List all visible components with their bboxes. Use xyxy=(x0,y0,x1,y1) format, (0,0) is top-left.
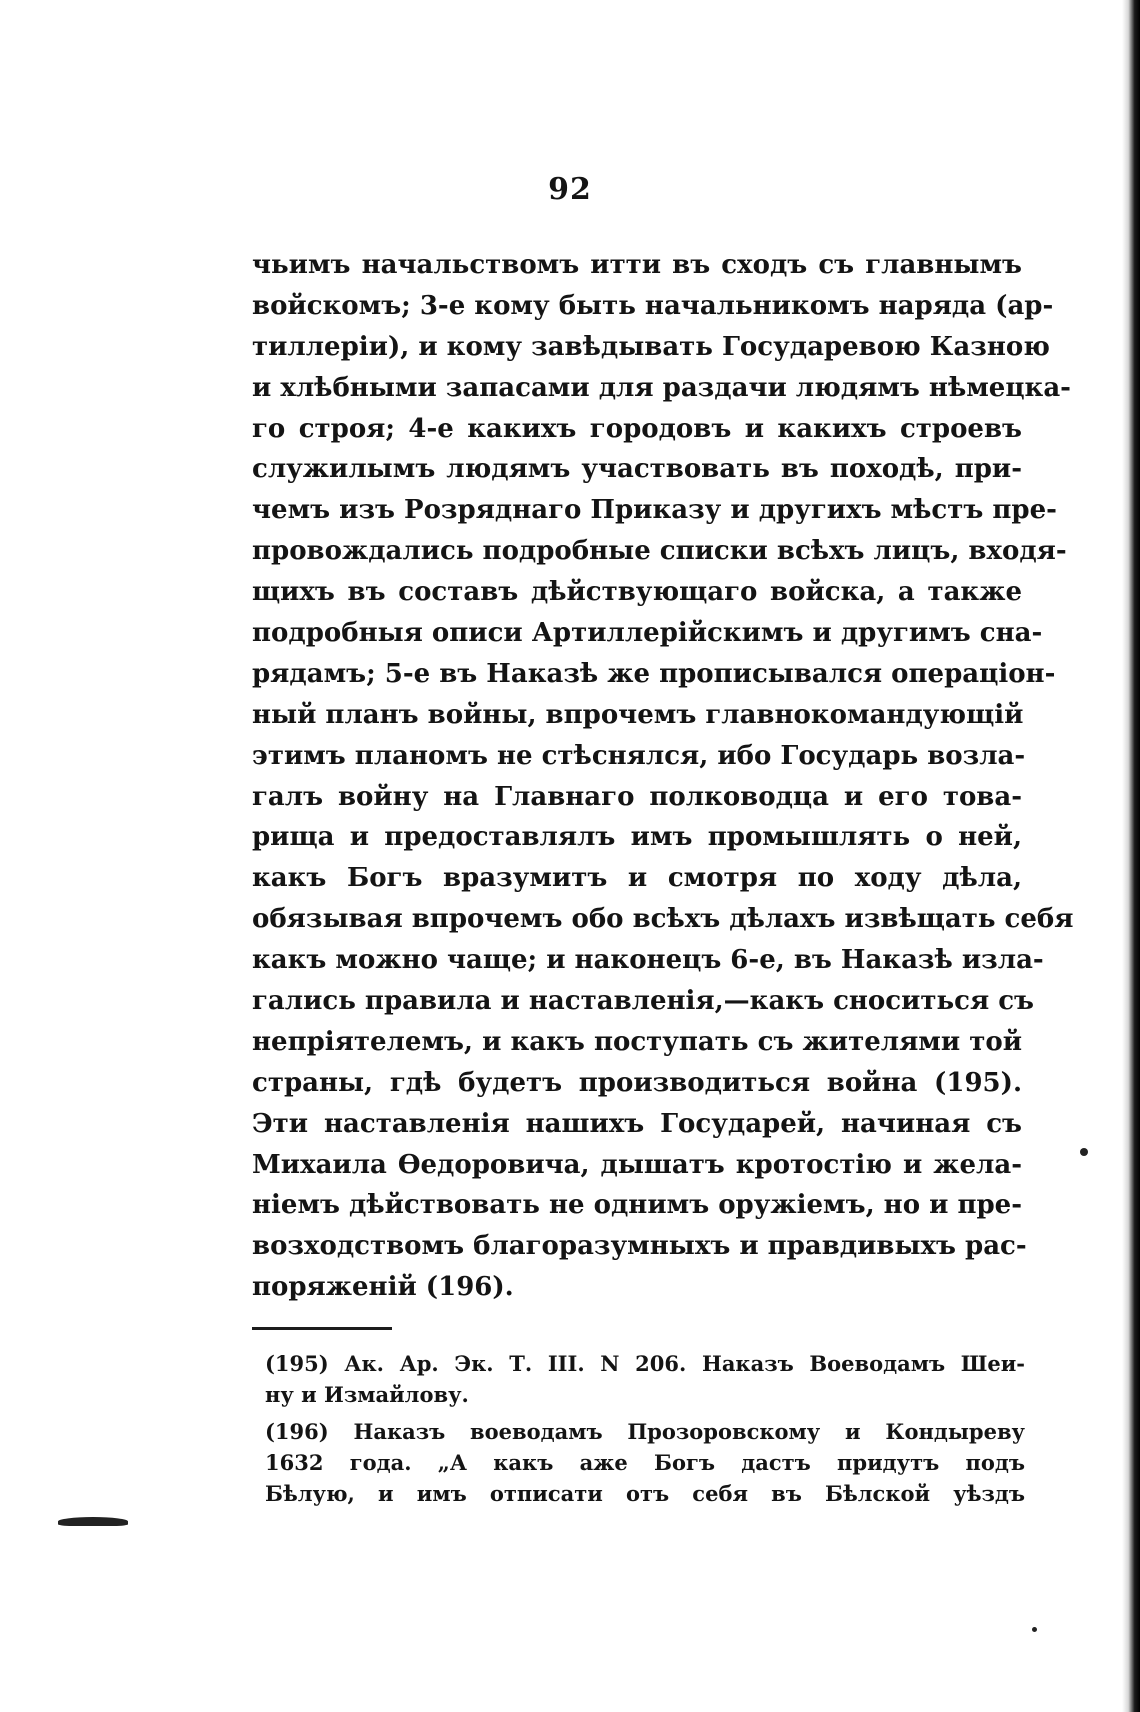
body-line: Михаила Ѳедоровича, дышатъ кротостію и жела- xyxy=(252,1149,1022,1180)
ink-smudge xyxy=(58,1517,128,1526)
footnotes xyxy=(265,1348,1025,1509)
body-line: ный планъ войны, впрочемъ главнокомандующій xyxy=(252,699,1024,730)
body-line: возходствомъ благоразумныхъ и правдивыхъ рас- xyxy=(252,1231,1027,1262)
body-text xyxy=(252,245,1074,1308)
body-line: какъ Богъ вразумитъ и смотря по ходу дѣла, xyxy=(252,863,1022,894)
footnote-divider xyxy=(252,1327,392,1330)
body-line: какъ можно чаще; и наконецъ 6-е, въ Наказѣ изла- xyxy=(252,945,1044,976)
body-line: страны, гдѣ будетъ производиться война (195). xyxy=(252,1067,1022,1098)
body-line: подробныя описи Артиллерійскимъ и другимъ сна- xyxy=(252,618,1043,649)
page-number: 92 xyxy=(548,172,592,207)
body-line: чемъ изъ Розряднаго Приказу и другихъ мѣстъ пре- xyxy=(252,495,1057,526)
body-line: Эти наставленія нашихъ Государей, начиная съ xyxy=(252,1108,1022,1139)
body-line: чьимъ начальствомъ итти въ сходъ съ главнымъ xyxy=(252,250,1022,280)
body-line: войскомъ; 3-е кому быть начальникомъ наряда (ар- xyxy=(252,290,1054,321)
body-line: служилымъ людямъ участвовать въ походѣ, при- xyxy=(252,454,1022,485)
body-line: ніемъ дѣйствовать не однимъ оружіемъ, но и пре- xyxy=(252,1190,1022,1221)
footnote-line: ну и Измайлову. xyxy=(265,1382,469,1407)
body-line: и хлѣбными запасами для раздачи людямъ нѣмецка- xyxy=(252,372,1071,403)
body-line: гались правила и наставленія,—какъ сноситься съ xyxy=(252,986,1035,1017)
body-line: обязывая впрочемъ обо всѣхъ дѣлахъ извѣщать себя xyxy=(252,904,1074,935)
page-edge-shadow xyxy=(1122,0,1140,1712)
body-line: рища и предоставлялъ имъ промышлять о ней, xyxy=(252,822,1022,853)
footnote-195 xyxy=(265,1348,1025,1410)
body-line: тиллеріи), и кому завѣдывать Государевою Казною xyxy=(252,331,1050,362)
ink-speck xyxy=(1032,1627,1037,1632)
ink-speck xyxy=(1080,1148,1088,1156)
footnote-196 xyxy=(265,1416,1025,1509)
body-line: непріятелемъ, и какъ поступать съ жителями той xyxy=(252,1026,1022,1057)
footnote-line: (196) Наказъ воеводамъ Прозоровскому и Кондыреву xyxy=(265,1419,1025,1444)
body-line: рядамъ; 5-е въ Наказѣ же прописывался операціон- xyxy=(252,658,1056,689)
body-line: поряженій (196). xyxy=(252,1272,514,1303)
body-line: провождались подробные списки всѣхъ лицъ, входя- xyxy=(252,536,1067,567)
footnote-line: Бѣлую, и имъ отписати отъ себя въ Бѣлской уѣздъ xyxy=(265,1481,1025,1506)
body-line: этимъ планомъ не стѣснялся, ибо Государь возла- xyxy=(252,740,1026,771)
footnote-line: (195) Ак. Ар. Эк. Т. III. N 206. Наказъ Воеводамъ Шеи- xyxy=(265,1351,1025,1376)
body-line: галъ войну на Главнаго полководца и его това- xyxy=(252,781,1022,812)
footnote-line: 1632 года. „А какъ аже Богъ дастъ придутъ подъ xyxy=(265,1450,1025,1475)
body-line: го строя; 4-е какихъ городовъ и какихъ строевъ xyxy=(252,413,1022,444)
body-line: щихъ въ составъ дѣйствующаго войска, а также xyxy=(252,577,1022,608)
